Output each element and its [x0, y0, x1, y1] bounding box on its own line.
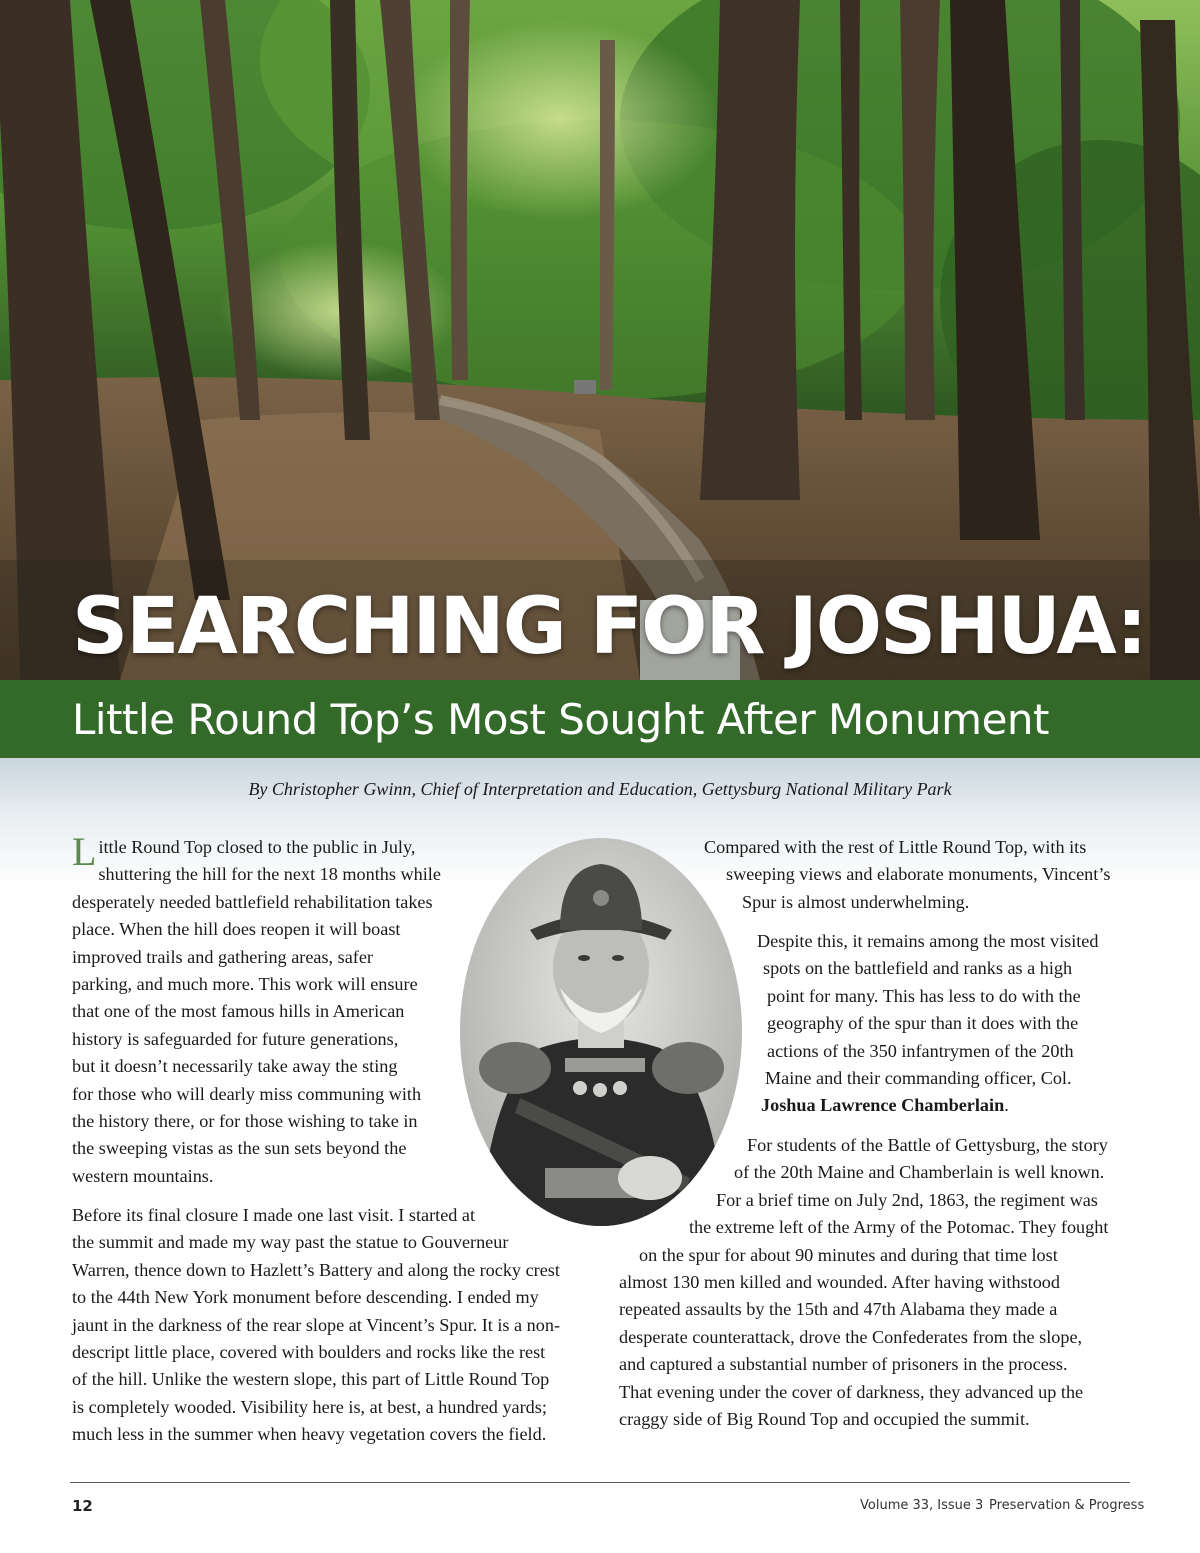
- paragraph-right-3: [619, 1132, 1108, 1433]
- text-line: is completely wooded. Visibility here is, at best, a hundred yards;: [72, 1396, 547, 1417]
- text-line: on the spur for about 90 minutes and during that time lost: [639, 1244, 1058, 1265]
- text-line: geography of the spur than it does with the: [767, 1013, 1079, 1034]
- text-line: actions of the 350 infantrymen of the 20th: [767, 1040, 1074, 1061]
- page-subtitle: Little Round Top’s Most Sought After Monument: [72, 695, 1049, 744]
- commander-name: Joshua Lawrence Chamberlain: [761, 1095, 1005, 1116]
- text-line: point for many. This has less to do with the: [767, 985, 1081, 1006]
- text-line: the summit and made my way past the statue to Gouverneur: [72, 1232, 509, 1253]
- page-number: 12: [72, 1497, 93, 1515]
- text-line: desperately needed battlefield rehabilitation takes: [72, 891, 433, 912]
- text-line: history is safeguarded for future generations,: [72, 1028, 399, 1049]
- text-line: improved trails and gathering areas, safer: [72, 946, 373, 967]
- text-line: western mountains.: [72, 1165, 214, 1186]
- text-line: place. When the hill does reopen it will boast: [72, 919, 401, 940]
- text-line: the sweeping vistas as the sun sets beyond the: [72, 1138, 407, 1159]
- text-line: For a brief time on July 2nd, 1863, the regiment was: [716, 1189, 1098, 1210]
- text-line: of the 20th Maine and Chamberlain is well known.: [734, 1162, 1105, 1183]
- text-line: desperate counterattack, drove the Confederates from the slope,: [619, 1326, 1083, 1347]
- paragraph-left-1: [72, 829, 441, 1190]
- byline: By Christopher Gwinn, Chief of Interpretation and Education, Gettysburg National Military Park: [248, 779, 952, 799]
- text-line: much less in the summer when heavy vegetation covers the field.: [72, 1424, 547, 1445]
- text-line: Despite this, it remains among the most visited: [757, 931, 1099, 951]
- text-line: descript little place, covered with boulders and rocks like the rest: [72, 1342, 546, 1363]
- journal-title: Preservation & Progress: [989, 1498, 1145, 1513]
- text-line: almost 130 men killed and wounded. After having withstood: [619, 1272, 1060, 1293]
- drop-cap: L: [72, 829, 97, 874]
- text-line: For students of the Battle of Gettysburg, the story: [747, 1135, 1108, 1155]
- paragraph-left-2: [72, 1202, 560, 1449]
- text-line: [757, 1092, 1098, 1119]
- hero-photo: [0, 0, 1200, 680]
- text-line: Warren, thence down to Hazlett’s Battery and along the rocky crest: [72, 1259, 560, 1280]
- text-line: shuttering the hill for the next 18 months while: [98, 864, 441, 885]
- page-title: SEARCHING FOR JOSHUA:: [72, 582, 1146, 672]
- text-line: jaunt in the darkness of the rear slope at Vincent’s Spur. It is a non-: [72, 1314, 561, 1335]
- text-line: craggy side of Big Round Top and occupied the summit.: [619, 1409, 1030, 1430]
- text-line: to the 44th New York monument before descending. I ended my: [72, 1287, 539, 1308]
- text-line: and captured a substantial number of prisoners in the process.: [619, 1354, 1068, 1375]
- text-line: ittle Round Top closed to the public in July,: [98, 837, 416, 857]
- text-line: sweeping views and elaborate monuments, Vincent’s: [726, 864, 1111, 885]
- text-line: spots on the battlefield and ranks as a high: [763, 958, 1073, 979]
- text-line: Maine and their commanding officer, Col.: [765, 1068, 1072, 1089]
- text-line: repeated assaults by the 15th and 47th Alabama they made a: [619, 1299, 1058, 1320]
- issue-label: Volume 33, Issue 3: [860, 1498, 984, 1513]
- text-line: of the hill. Unlike the western slope, this part of Little Round Top: [72, 1369, 550, 1390]
- forest-trail-image: [0, 0, 1200, 680]
- text-line: for those who will dearly miss communing with: [72, 1083, 422, 1104]
- paragraph-right-2: [757, 928, 1098, 1120]
- text-line: That evening under the cover of darkness, they advanced up the: [619, 1381, 1084, 1402]
- text-line: the history there, or for those wishing to take in: [72, 1111, 418, 1132]
- text-line: Spur is almost underwhelming.: [742, 891, 970, 912]
- footer-rule: [70, 1482, 1130, 1483]
- text-line: but it doesn’t necessarily take away the sting: [72, 1056, 398, 1077]
- text-line: Before its final closure I made one last visit. I started at: [72, 1205, 476, 1225]
- sentence-end: .: [1004, 1095, 1009, 1116]
- paragraph-right-1: [704, 834, 1110, 916]
- text-line: the extreme left of the Army of the Potomac. They fought: [689, 1217, 1109, 1238]
- text-line: parking, and much more. This work will ensure: [72, 974, 418, 995]
- text-line: Compared with the rest of Little Round Top, with its: [704, 837, 1087, 857]
- text-line: that one of the most famous hills in American: [72, 1001, 405, 1022]
